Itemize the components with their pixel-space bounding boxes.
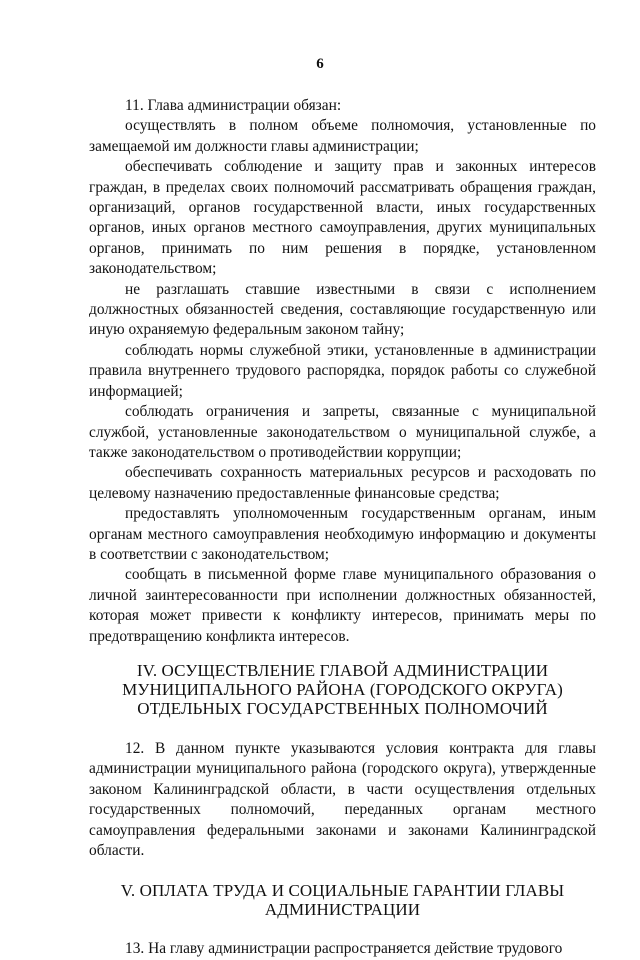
duty-item: соблюдать ограничения и запреты, связанные с муниципальной службой, установленные законодательством о муниципальной службе, а также законодательством о противодействии коррупции;: [89, 403, 596, 461]
section-4-heading: IV. ОСУЩЕСТВЛЕНИЕ ГЛАВОЙ АДМИНИСТРАЦИИ МУНИЦИПАЛЬНОГО РАЙОНА (ГОРОДСКОГО ОКРУГА) ОТДЕЛЬНЫХ ГОСУДАРСТВЕННЫХ ПОЛНОМОЧИЙ: [122, 660, 563, 718]
document-body: [89, 96, 596, 960]
duty-item: осуществлять в полном объеме полномочия, установленные по замещаемой им должности главы администрации;: [89, 117, 596, 155]
paragraph-12: 12. В данном пункте указываются условия контракта для главы администрации муниципального района (городского округа), утвержденные законом Калининградской области, в части осуществления отдельных государственных полномочий, переданных органам местного самоуправления федеральными законами и законами Калининградской области.: [89, 739, 596, 859]
duty-item: предоставлять уполномоченным государственным органам, иным органам местного самоуправления необходимую информацию и документы в соответствии с законодательством;: [89, 505, 596, 563]
page-number: 6: [316, 56, 324, 72]
paragraph-13: 13. На главу администрации распространяется действие трудового: [125, 940, 563, 958]
duty-item: не разглашать ставшие известными в связи с исполнением должностных обязанностей сведения, составляющие государственную или иную охраняемую федеральным законом тайну;: [89, 280, 596, 339]
duty-item: обеспечивать сохранность материальных ресурсов и расходовать по целевому назначению предоставленные финансовые средства;: [89, 464, 596, 502]
paragraph-11-intro: 11. Глава администрации обязан:: [125, 97, 342, 114]
duty-item: сообщать в письменной форме главе муниципального образования о личной заинтересованности при исполнении должностных обязанностей, которая может привести к конфликту интересов, принимать меры по предотвращению конфликта интересов.: [89, 566, 596, 645]
section-5-heading: V. ОПЛАТА ТРУДА И СОЦИАЛЬНЫЕ ГАРАНТИИ ГЛАВЫ АДМИНИСТРАЦИИ: [120, 881, 565, 920]
duty-item: обеспечивать соблюдение и защиту прав и законных интересов граждан, в пределах своих полномочий рассматривать обращения граждан, организаций, органов государственной власти, иных государственных органов, иных органов местного самоуправления, других муниципальных органов, принимать по ним решения в порядке, установленном законодательством;: [89, 158, 596, 278]
duty-item: соблюдать нормы служебной этики, установленные в администрации правила внутреннего трудового распорядка, порядок работы со служебной информацией;: [89, 341, 596, 400]
